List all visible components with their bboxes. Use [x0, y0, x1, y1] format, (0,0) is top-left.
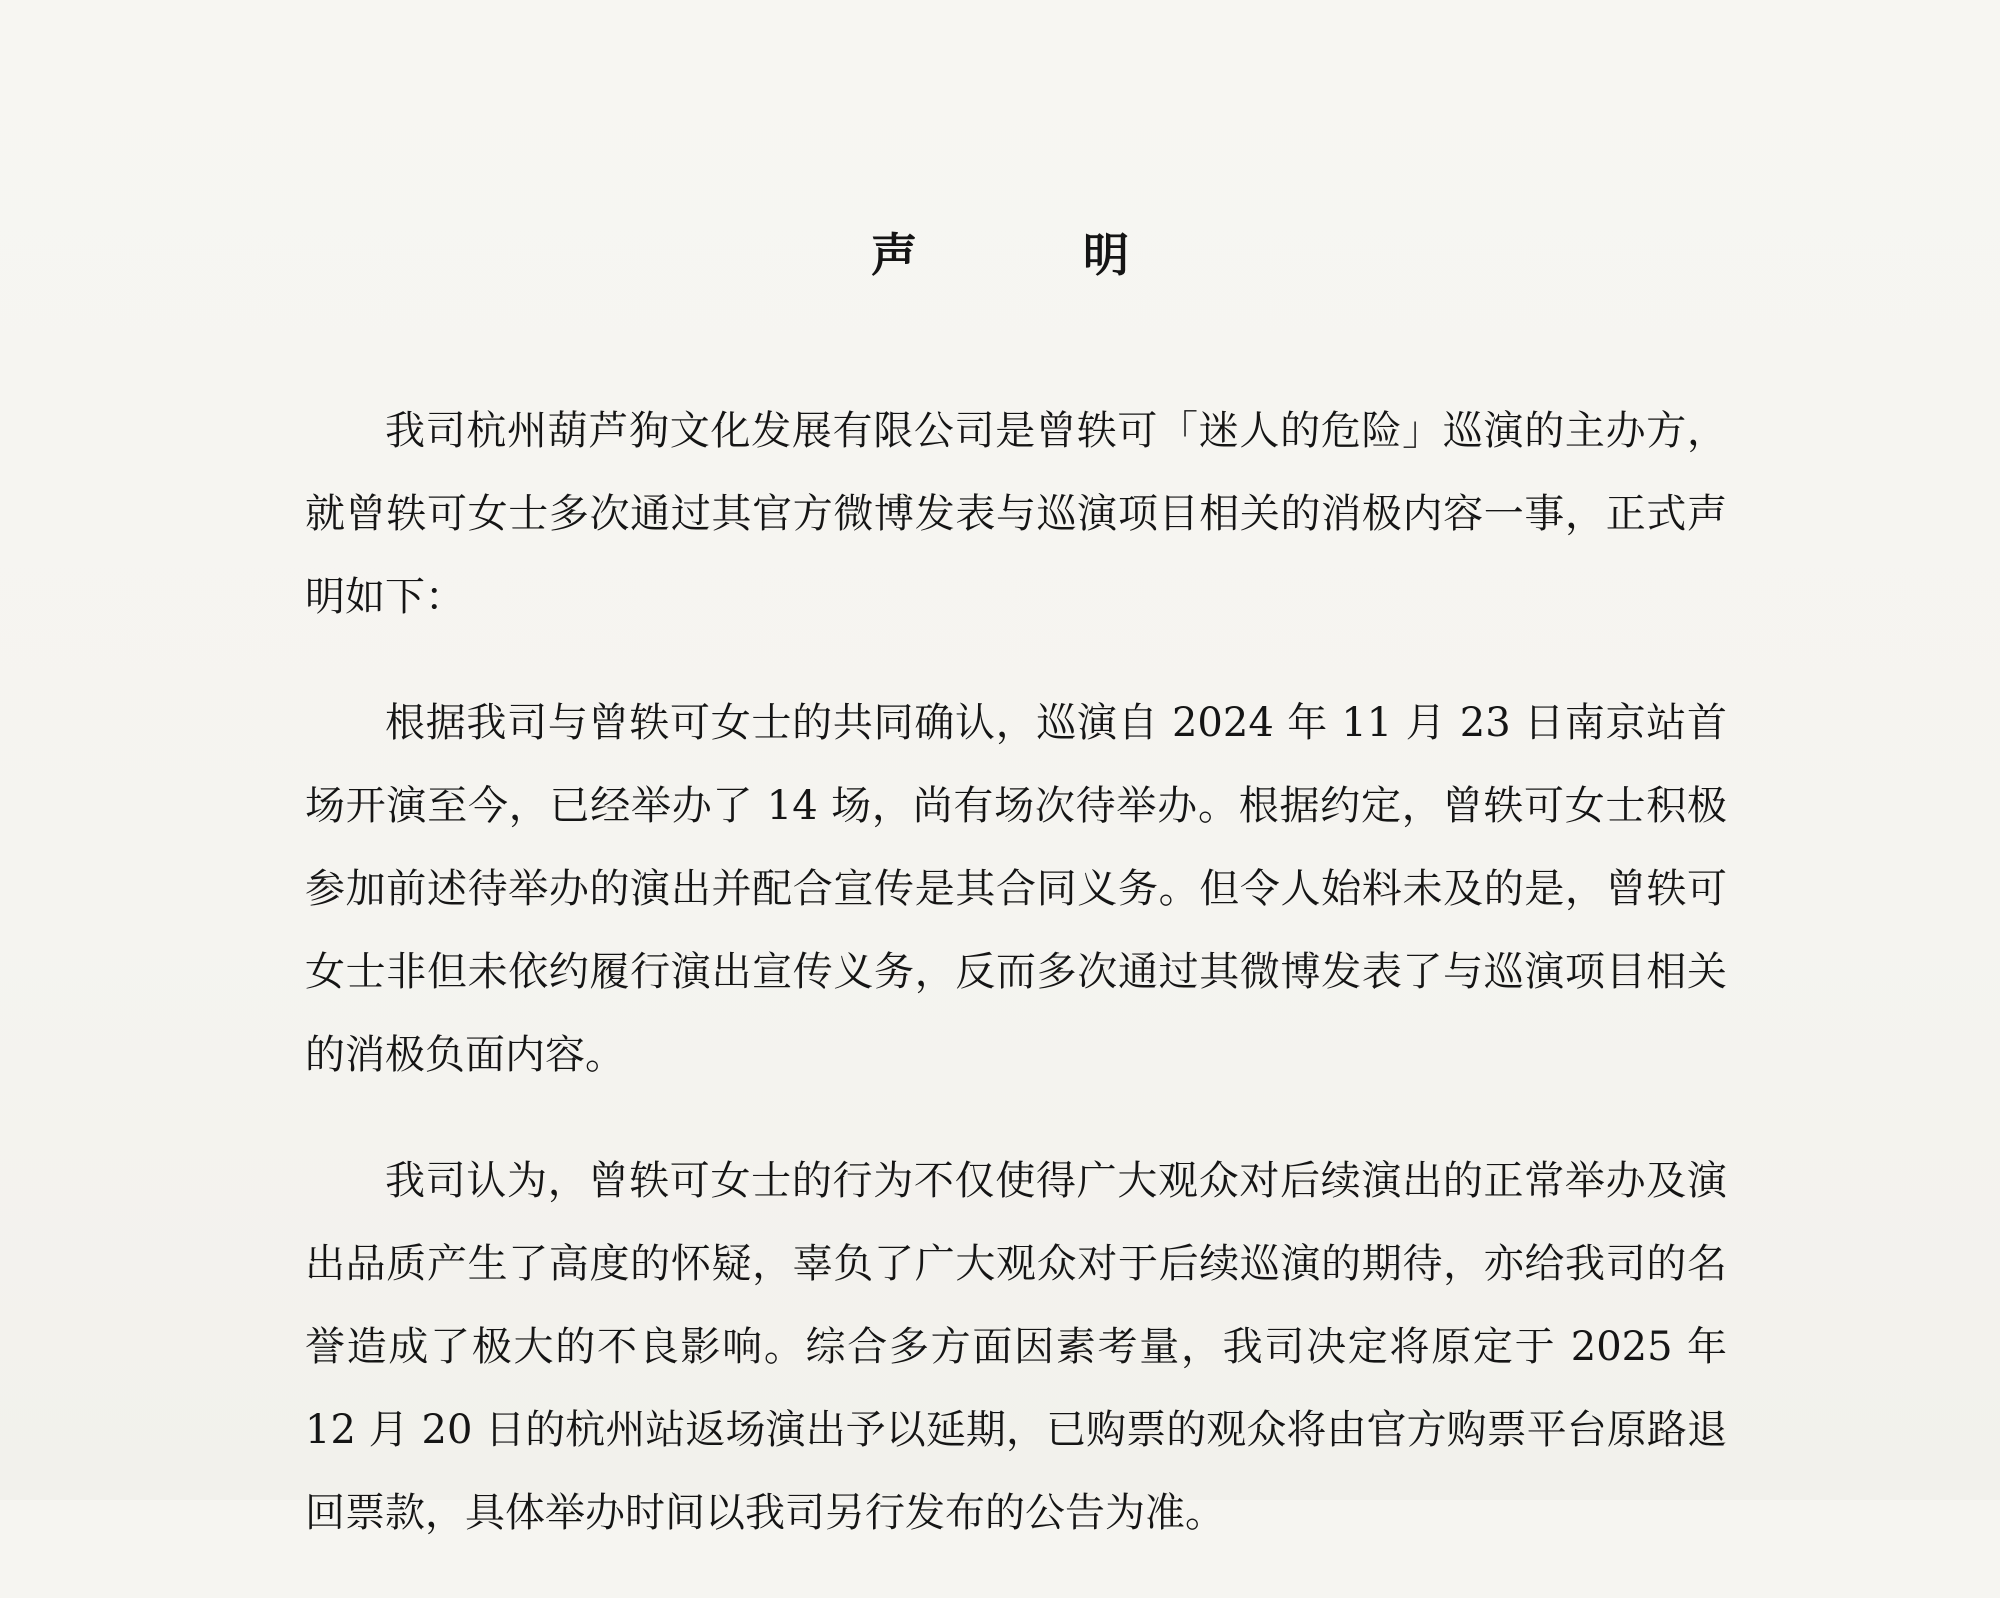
statement-body — [305, 390, 1727, 1598]
paragraph-intro: 我司杭州葫芦狗文化发展有限公司是曾轶可「迷人的危险」巡演的主办方，就曾轶可女士多次通过其官方微博发表与巡演项目相关的消极内容一事，正式声明如下： — [305, 408, 1727, 620]
paragraph-tour-facts: 根据我司与曾轶可女士的共同确认，巡演自 2024 年 11 月 23 日南京站首场开演至今，已经举办了 14 场，尚有场次待举办。根据约定，曾轶可女士积极参加前述待举办的演出并配合宣传是其合同义务。但令人始料未及的是，曾轶可女士非但未依约履行演出宣传义务，反而多次通过其微博发表了与巡演项目相关的消极负面内容。 — [305, 700, 1727, 1078]
paragraph-decision: 我司认为，曾轶可女士的行为不仅使得广大观众对后续演出的正常举办及演出品质产生了高度的怀疑，辜负了广大观众对于后续巡演的期待，亦给我司的名誉造成了极大的不良影响。综合多方面因素考量，我司决定将原定于 2025 年 12 月 20 日的杭州站返场演出予以延期，已购票的观众将由官方购票平台原路退回票款，具体举办时间以我司另行发布的公告为准。 — [305, 1158, 1727, 1536]
page-title: 声 明 — [871, 228, 1189, 282]
